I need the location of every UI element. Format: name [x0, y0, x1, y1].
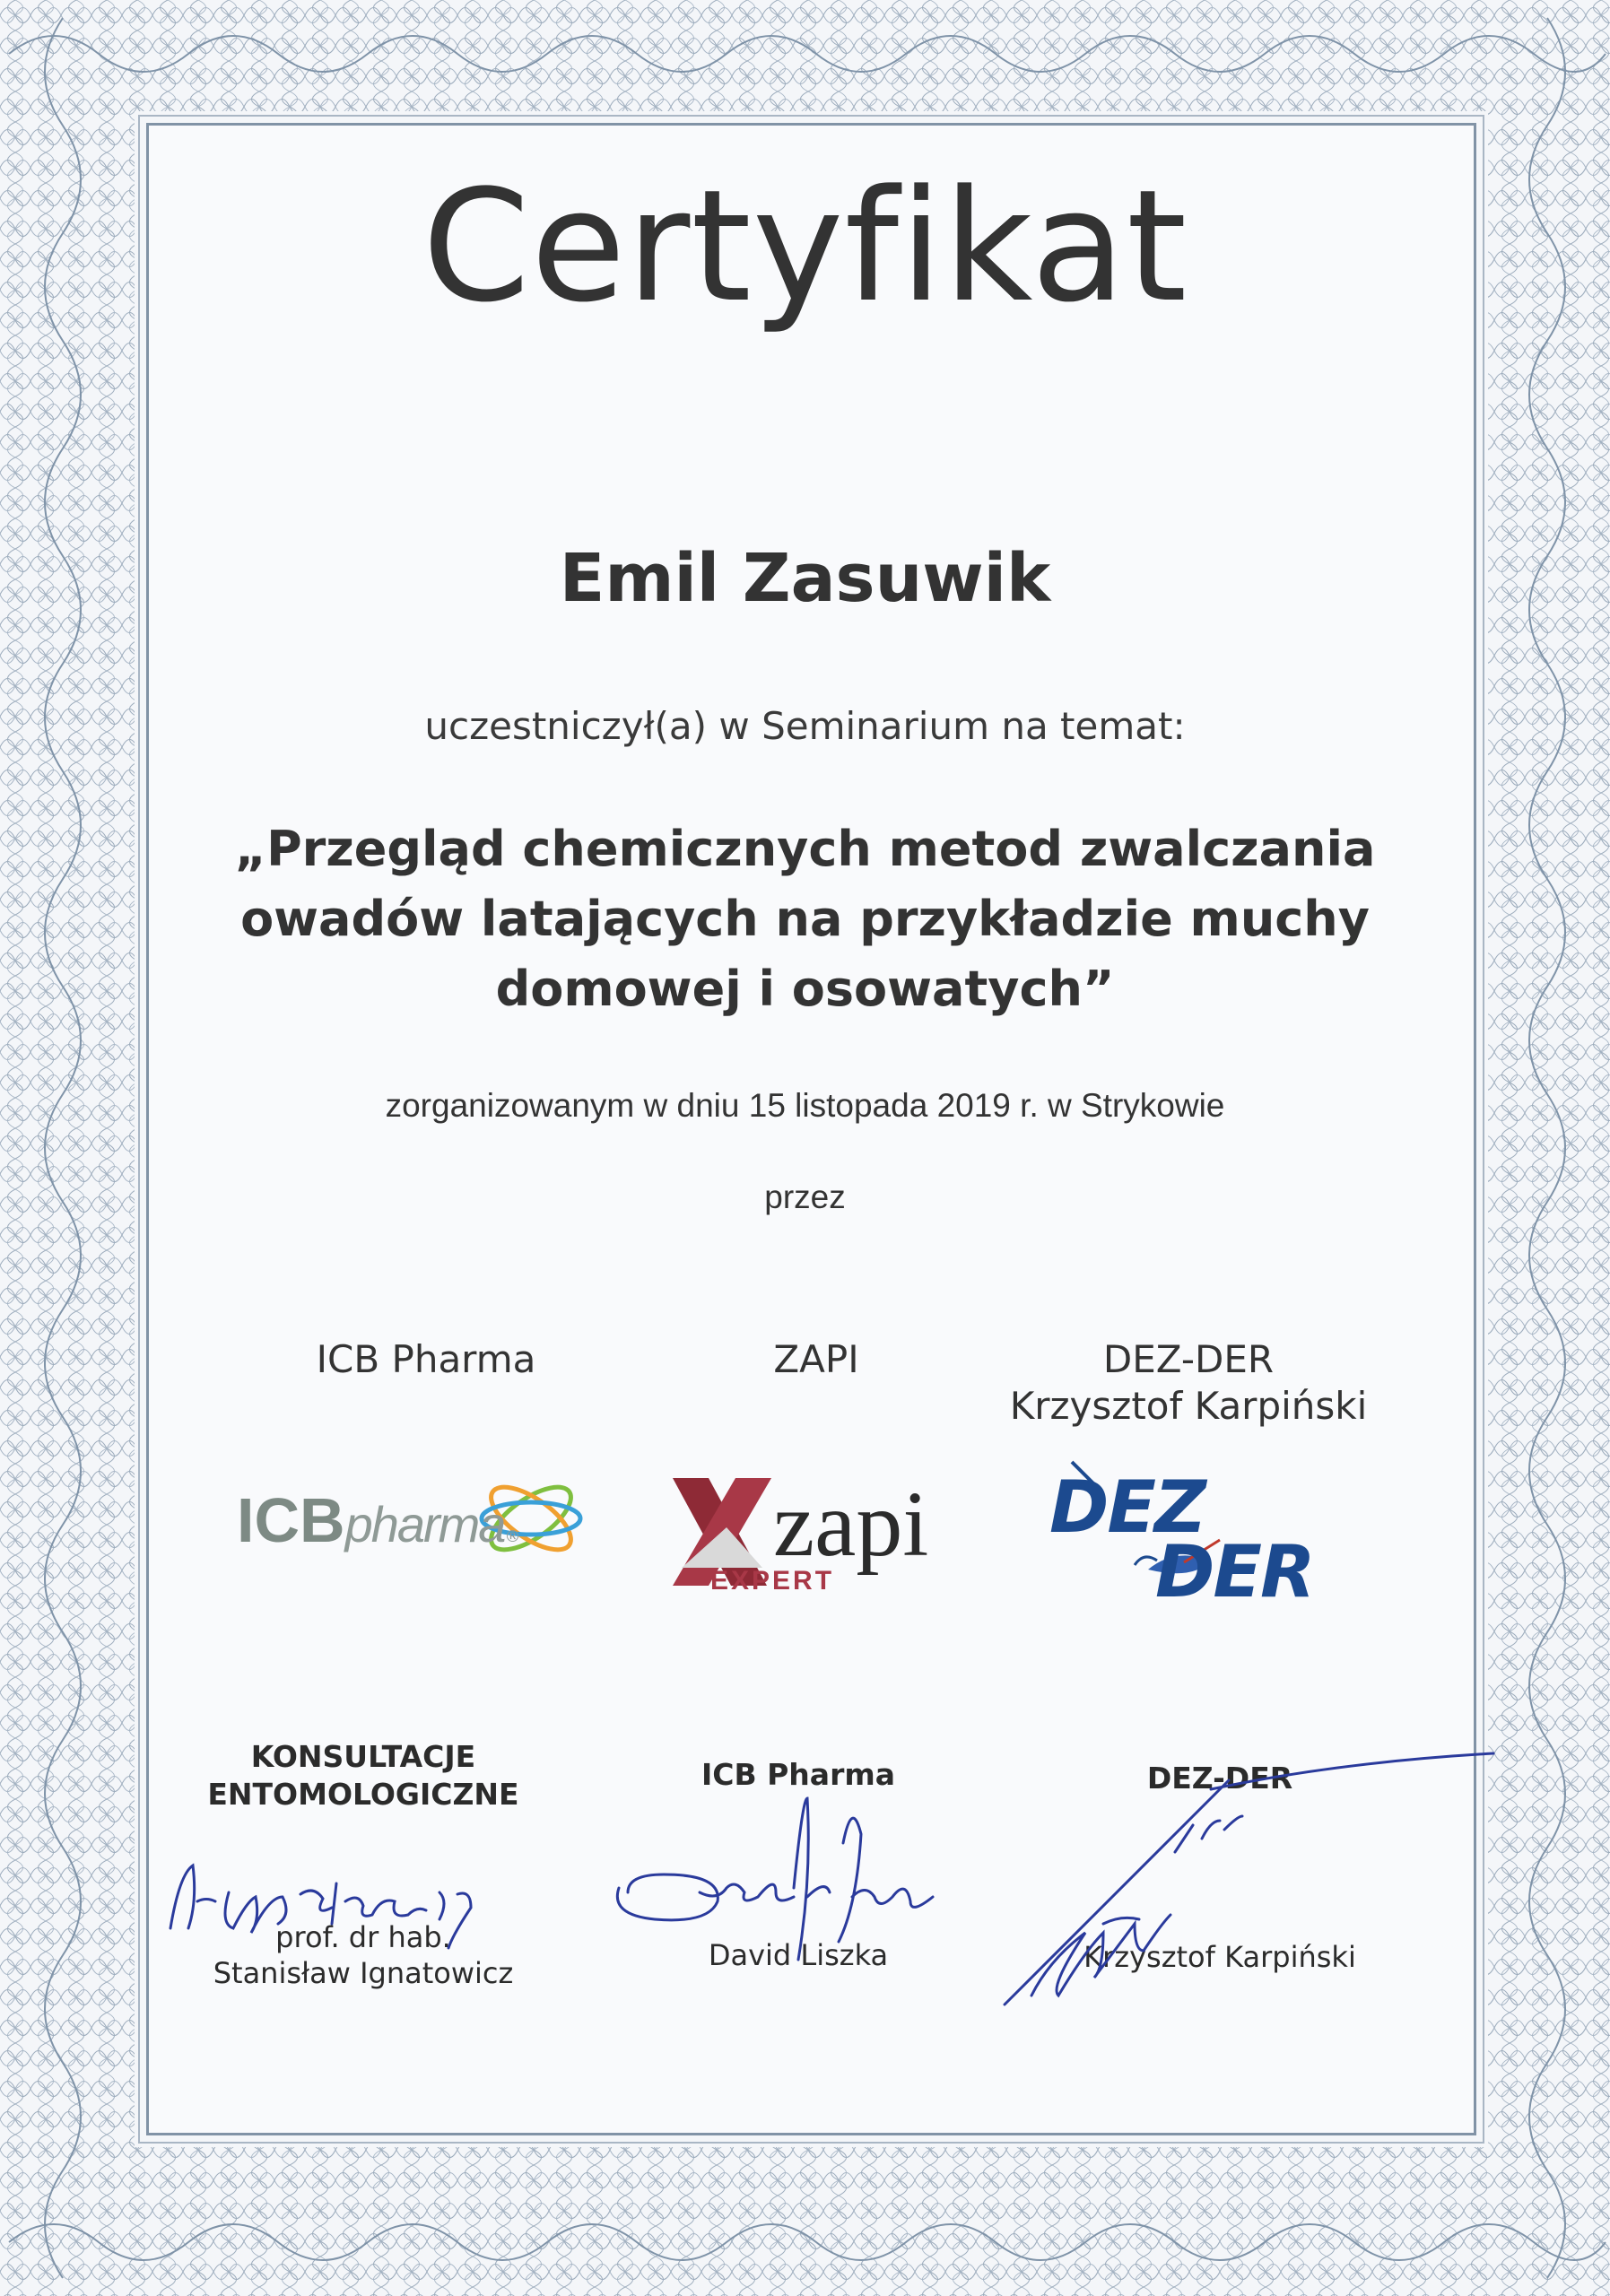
by-text: przez: [764, 1178, 846, 1215]
signatory-heading: DEZ-DER: [1146, 1761, 1293, 1796]
icb-pharma-logo: [235, 1457, 594, 1583]
icb-logo-text: ICB: [237, 1485, 345, 1555]
zapi-expert-logo: [673, 1471, 951, 1605]
signature-liszka: [601, 1789, 996, 1996]
signatory-name: David Liszka: [708, 1938, 889, 1972]
signatory-heading: KONSULTACJE: [250, 1739, 476, 1774]
seminar-topic-line: domowej i osowatych”: [495, 961, 1115, 1017]
signature-karpinski: [996, 1744, 1498, 2013]
participation-text: uczestniczył(a) w Seminarium na temat:: [424, 704, 1186, 748]
seminar-topic-line: owadów latających na przykładzie muchy: [240, 891, 1370, 947]
zapi-logo-text: zapi: [773, 1473, 929, 1576]
dez-logo-text: DEZ: [1049, 1465, 1205, 1549]
der-logo-text: DER: [1155, 1530, 1314, 1613]
signatory-name: Stanisław Ignatowicz: [213, 1956, 514, 1990]
organized-text: zorganizowanym w dniu 15 listopada 2019 r. w Strykowie: [385, 1087, 1225, 1124]
signatory-heading: ICB Pharma: [701, 1757, 895, 1792]
organizer-icb-name: ICB Pharma: [316, 1337, 536, 1381]
dezder-logo: [1049, 1453, 1354, 1614]
recipient-name: Emil Zasuwik: [559, 540, 1051, 617]
organizer-zapi-name: ZAPI: [773, 1337, 859, 1381]
seminar-topic-line: „Przegląd chemicznych metod zwalczania: [234, 821, 1376, 877]
certificate-title: Certyfikat: [422, 156, 1188, 336]
organizer-dezder-name: DEZ-DER Krzysztof Karpiński: [1009, 1337, 1368, 1428]
signatory-name: Krzysztof Karpiński: [1083, 1940, 1356, 1974]
signatory-name: prof. dr hab.: [275, 1920, 451, 1954]
registered-mark: ®: [504, 1527, 521, 1546]
signatory-heading: ENTOMOLOGICZNE: [207, 1777, 519, 1812]
expert-logo-text: EXPERT: [710, 1566, 835, 1596]
seminar-topic: [0, 814, 1610, 1024]
pharma-logo-text: pharma: [344, 1496, 505, 1552]
signature-ignatowicz: [144, 1839, 547, 1964]
